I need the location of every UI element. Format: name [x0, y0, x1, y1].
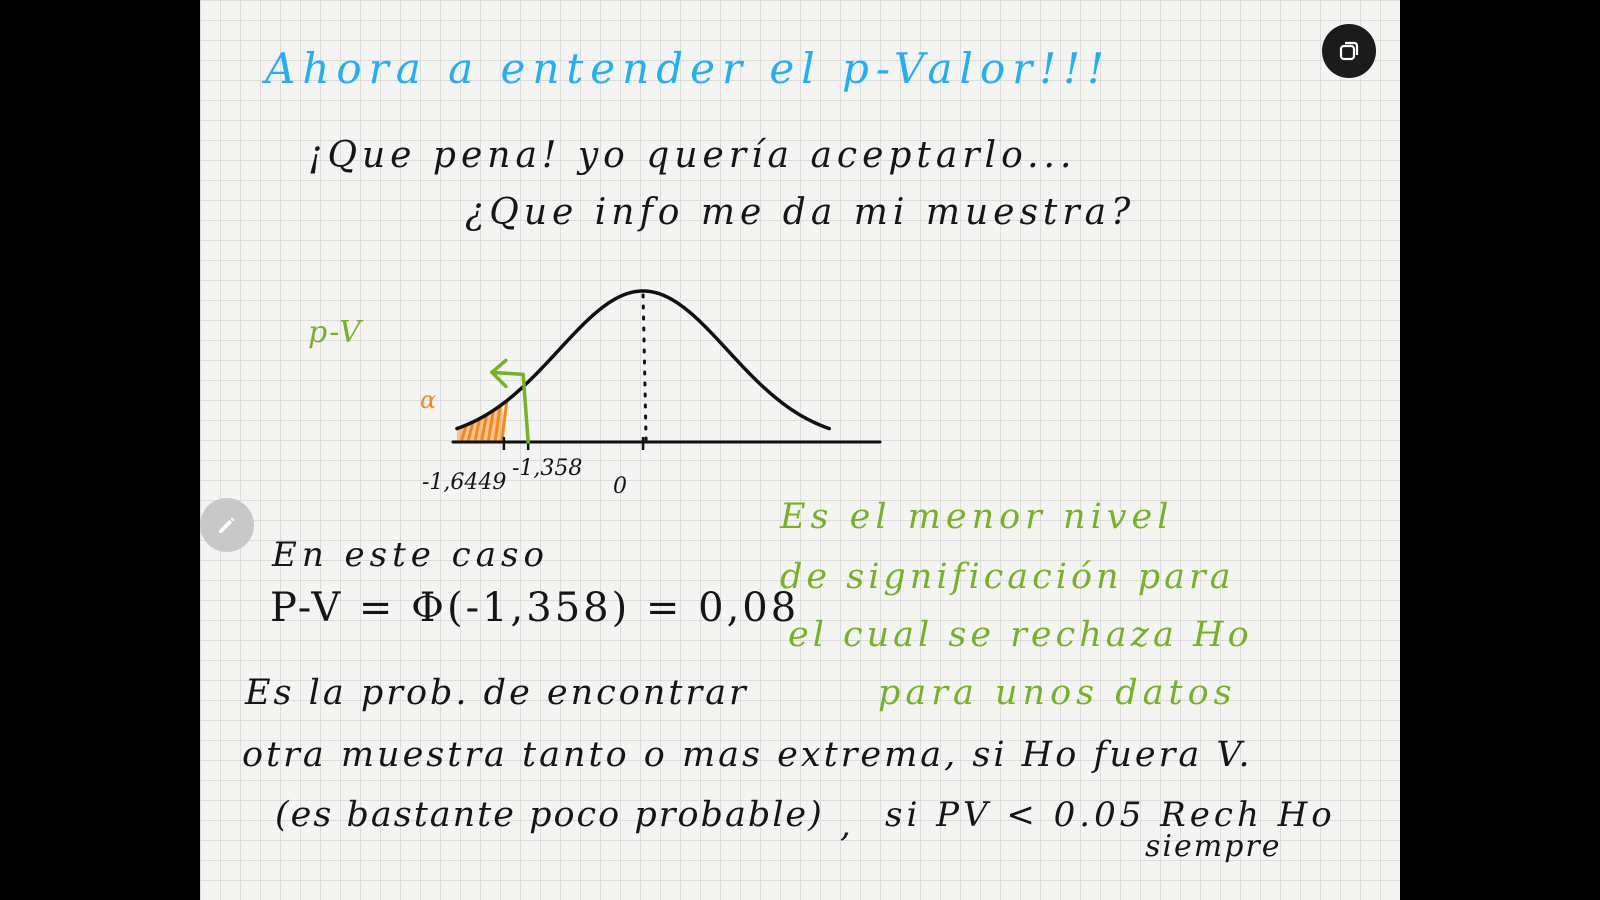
decision-rule-suffix: siempre	[1145, 829, 1282, 864]
alpha-label: α	[420, 386, 439, 414]
case-label: En este caso	[272, 535, 549, 575]
resize-button[interactable]	[1322, 24, 1376, 78]
definition-line-1: Es el menor nivel	[780, 497, 1174, 537]
copy-square-icon	[1336, 38, 1362, 64]
note-line-2: ¿Que info me da mi muestra?	[465, 192, 1136, 233]
definition-line-3: el cual se rechaza Ho	[788, 615, 1253, 655]
decision-rule: si PV < 0.05 Rech Ho	[885, 795, 1336, 835]
note-title: Ahora a entender el p-Valor!!!	[265, 44, 1111, 93]
definition-line-2: de significación para	[780, 557, 1235, 597]
edit-button[interactable]	[200, 498, 254, 552]
pvalue-arrow-shaft	[492, 372, 523, 374]
tick-label-statistic: -1,358	[512, 456, 583, 481]
comma-mark: ,	[840, 805, 853, 845]
explanation-line-2: otra muestra tanto o mas extrema, si Ho fuera V.	[242, 735, 1253, 775]
tick-label-critical: -1,6449	[422, 470, 507, 495]
definition-line-4: para unos datos	[878, 673, 1237, 713]
density-curve	[457, 291, 829, 429]
tick-label-zero: 0	[613, 474, 627, 499]
pencil-icon	[215, 513, 239, 537]
notebook-page	[200, 0, 1400, 900]
pvalue-label: p-V	[308, 315, 363, 350]
note-line-1: ¡Que pena! yo quería aceptarlo...	[308, 135, 1077, 176]
mean-line	[643, 295, 646, 440]
explanation-line-3: (es bastante poco probable)	[275, 795, 824, 835]
pvalue-formula: P-V = Φ(-1,358) = 0,08	[270, 585, 800, 631]
explanation-line-1: Es la prob. de encontrar	[245, 673, 749, 713]
